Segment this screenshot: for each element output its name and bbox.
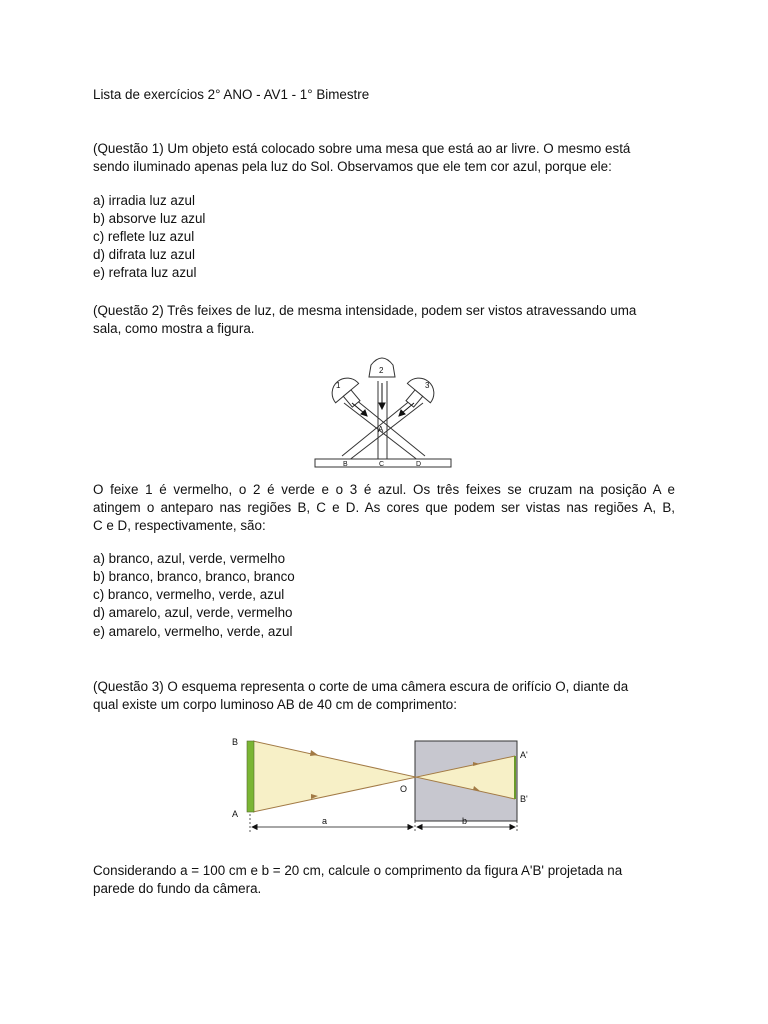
q2-option: d) amarelo, azul, verde, vermelho bbox=[93, 605, 293, 620]
ray-arrow-icon bbox=[310, 750, 318, 756]
q2-option: b) branco, branco, branco, branco bbox=[93, 569, 295, 584]
page-title: Lista de exercícios 2° ANO - AV1 - 1° Bimestre bbox=[93, 87, 370, 102]
label-O: O bbox=[400, 784, 408, 794]
q3-text-line-1: (Questão 3) O esquema representa o corte de uma câmera escura de orifício O, diante da bbox=[93, 679, 629, 694]
q2-option: c) branco, vermelho, verde, azul bbox=[93, 587, 285, 602]
q2-after-line-2: atingem o anteparo nas regiões B, C e D. As cores que podem ser vistas nas regiões A, B, bbox=[93, 500, 675, 515]
q1-option: a) irradia luz azul bbox=[93, 193, 195, 208]
label-B: B bbox=[232, 737, 239, 747]
q2-option: a) branco, azul, verde, vermelho bbox=[93, 551, 286, 566]
three-beams-figure bbox=[312, 355, 454, 471]
label-A: A bbox=[232, 809, 239, 819]
lamp-2-label: 2 bbox=[379, 366, 384, 375]
lamp-3 bbox=[398, 372, 440, 413]
cross-label-A: A bbox=[378, 425, 384, 434]
beam-arrows bbox=[352, 383, 414, 416]
label-a: a bbox=[322, 816, 328, 826]
lamp-3-label: 3 bbox=[425, 381, 430, 390]
q2-option: e) amarelo, vermelho, verde, azul bbox=[93, 624, 293, 639]
q1-text-line-1: (Questão 1) Um objeto está colocado sobre uma mesa que está ao ar livre. O mesmo está bbox=[93, 141, 631, 156]
q3-after-line-1: Considerando a = 100 cm e b = 20 cm, calcule o comprimento da figura A'B' projetada na bbox=[93, 863, 623, 878]
q1-option: d) difrata luz azul bbox=[93, 247, 195, 262]
label-B-prime: B' bbox=[520, 794, 528, 804]
label-A-prime: A' bbox=[520, 750, 528, 760]
object-AB bbox=[247, 741, 254, 812]
q1-text-line-2: sendo iluminado apenas pela luz do Sol. Observamos que ele tem cor azul, porque ele: bbox=[93, 159, 612, 174]
q2-after-line-1: O feixe 1 é vermelho, o 2 é verde e o 3 é azul. Os três feixes se cruzam na posição A e bbox=[93, 482, 675, 497]
lamp-1-label: 1 bbox=[336, 381, 341, 390]
q3-after-line-2: parede do fundo da câmera. bbox=[93, 881, 262, 896]
screen-label-C: C bbox=[379, 461, 385, 468]
pinhole-camera-figure bbox=[228, 732, 538, 838]
q3-text-line-2: qual existe um corpo luminoso AB de 40 cm de comprimento: bbox=[93, 697, 457, 712]
screen-label-B: B bbox=[343, 461, 348, 468]
label-b: b bbox=[462, 816, 468, 826]
q1-option: c) reflete luz azul bbox=[93, 229, 195, 244]
q2-after-line-3: C e D, respectivamente, são: bbox=[93, 518, 266, 533]
q2-text-line-1: (Questão 2) Três feixes de luz, de mesma intensidade, podem ser vistos atravessando uma bbox=[93, 303, 637, 318]
screen-label-D: D bbox=[416, 461, 422, 468]
q2-text-line-2: sala, como mostra a figura. bbox=[93, 321, 255, 336]
q1-option: b) absorve luz azul bbox=[93, 211, 206, 226]
lamp-1 bbox=[326, 372, 368, 413]
light-cone-object bbox=[253, 741, 414, 812]
q1-option: e) refrata luz azul bbox=[93, 265, 197, 280]
